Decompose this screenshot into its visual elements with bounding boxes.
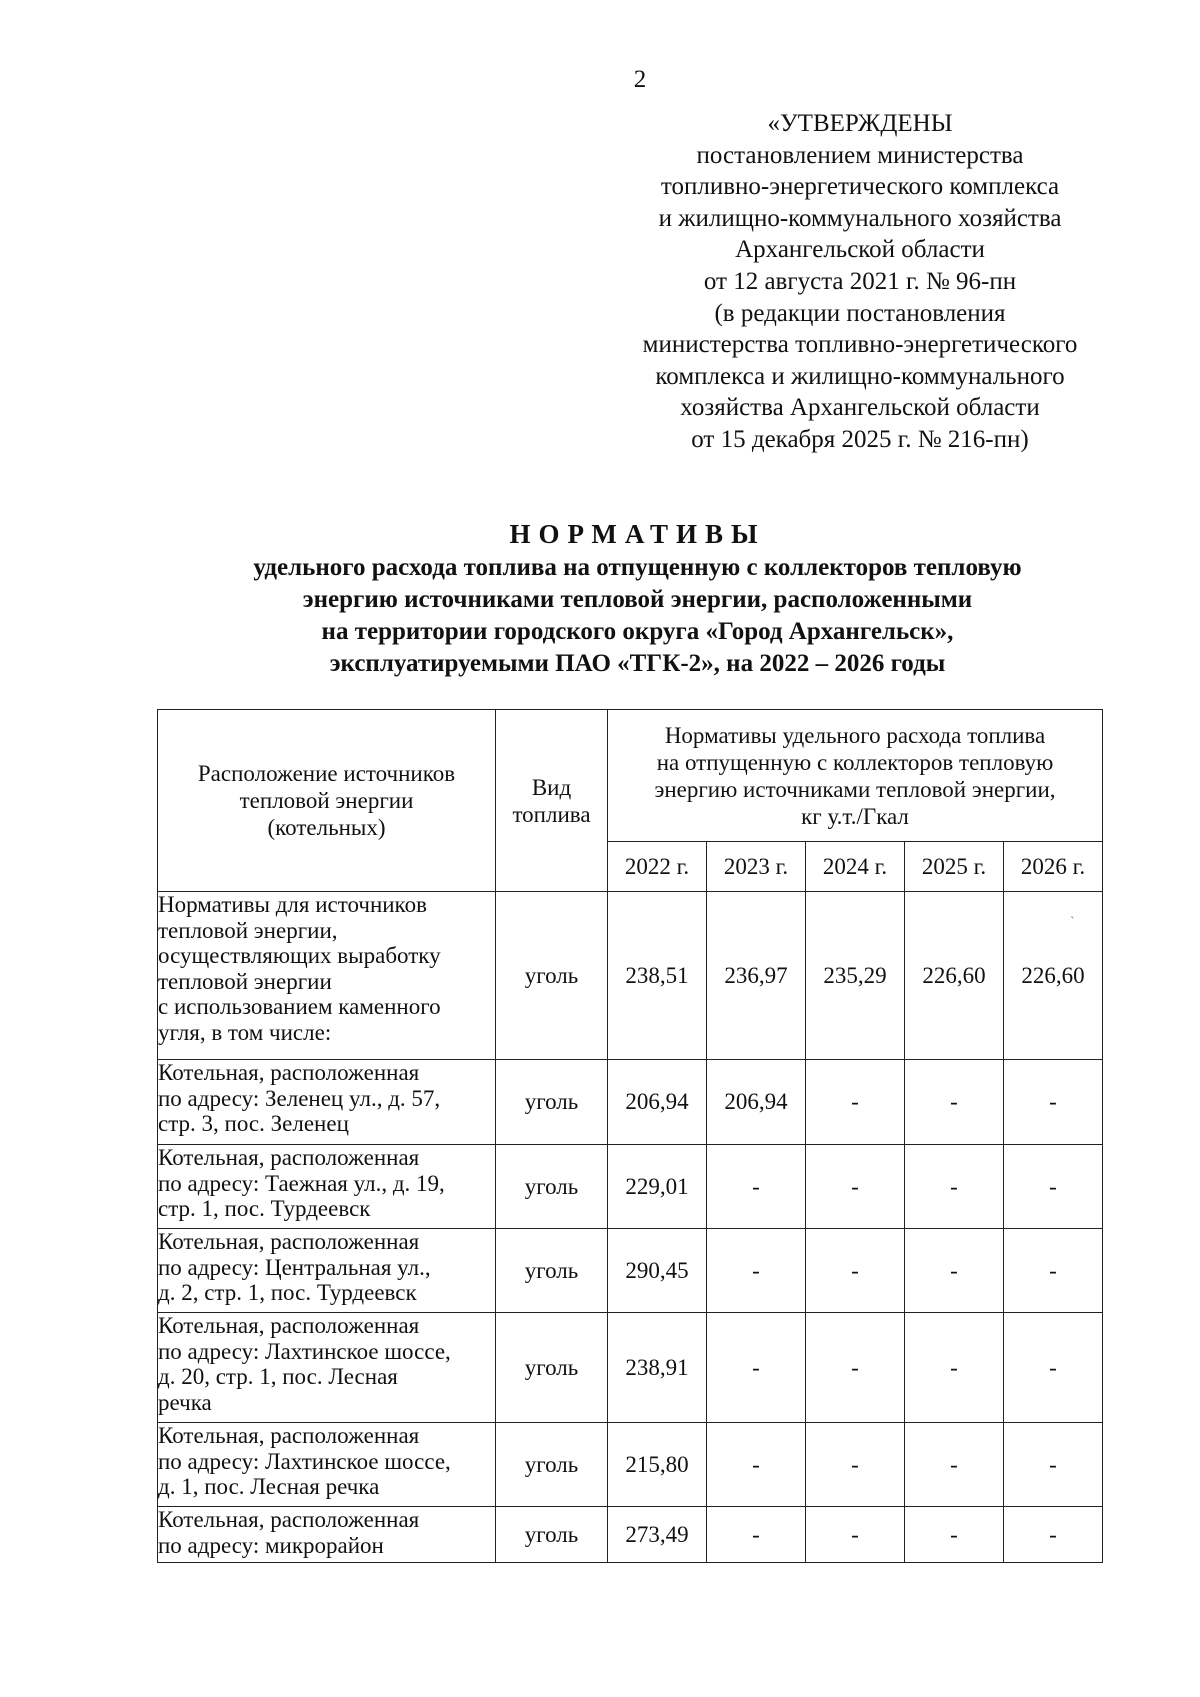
header-location	[158, 710, 496, 892]
location-line: по адресу: Лахтинское шоссе,	[158, 1338, 451, 1364]
row-value: -	[905, 1145, 1004, 1229]
row-value: 273,49	[608, 1507, 707, 1563]
location-line: Котельная, расположенная	[158, 1313, 420, 1338]
row-value: -	[905, 1060, 1004, 1145]
row-value: 238,91	[608, 1313, 707, 1423]
approval-line: хозяйства Архангельской области	[680, 394, 1040, 422]
row-location	[158, 1060, 496, 1145]
header-year: 2022 г.	[608, 842, 707, 892]
approval-line: министерства топливно-энергетического	[642, 331, 1078, 359]
row-location	[158, 1423, 496, 1507]
row-location	[158, 1313, 496, 1423]
location-line: тепловой энергии,	[158, 917, 338, 943]
row-value: -	[806, 1313, 905, 1423]
table-row	[158, 892, 1103, 1060]
row-value: 235,29	[806, 892, 905, 1060]
header-year: 2025 г.	[905, 842, 1004, 892]
header-norms	[608, 710, 1103, 842]
row-value: -	[905, 1313, 1004, 1423]
header-location-line: (котельных)	[267, 815, 386, 840]
row-fuel: уголь	[496, 1060, 608, 1145]
row-value: -	[905, 1507, 1004, 1563]
location-line: д. 2, стр. 1, пос. Турдеевск	[158, 1280, 417, 1305]
location-line: по адресу: Зеленец ул., д. 57,	[158, 1085, 441, 1111]
row-value: -	[905, 1229, 1004, 1313]
location-line: с использованием каменного	[158, 994, 441, 1019]
row-value: -	[806, 1423, 905, 1507]
row-value: 290,45	[608, 1229, 707, 1313]
row-location	[158, 1507, 496, 1563]
row-value: -	[1004, 1507, 1103, 1563]
location-line: стр. 3, пос. Зеленец	[158, 1111, 349, 1136]
location-line: д. 20, стр. 1, пос. Лесная	[158, 1364, 398, 1389]
location-line: Котельная, расположенная	[158, 1145, 420, 1170]
row-location	[158, 1145, 496, 1229]
row-location	[158, 892, 496, 1060]
row-value: -	[1004, 1423, 1103, 1507]
header-norms-line: Нормативы удельного расхода топлива	[664, 722, 1046, 748]
approval-line: Архангельской области	[735, 236, 985, 264]
row-value: 238,51	[608, 892, 707, 1060]
row-value: -	[806, 1507, 905, 1563]
row-fuel: уголь	[496, 1313, 608, 1423]
row-value: -	[707, 1229, 806, 1313]
row-value: 226,60	[905, 892, 1004, 1060]
row-value: 215,80	[608, 1423, 707, 1507]
row-value: -	[905, 1423, 1004, 1507]
row-value: 229,01	[608, 1145, 707, 1229]
table-row	[158, 1507, 1103, 1563]
norms-table	[157, 709, 1103, 1563]
table-row	[158, 1313, 1103, 1423]
row-value: 206,94	[608, 1060, 707, 1145]
title-line: эксплуатируемыми ПАО «ТГК-2», на 2022 – 2026 годы	[329, 650, 946, 677]
row-value: 226,60	[1004, 892, 1103, 1060]
location-line: речка	[158, 1389, 212, 1415]
document-title	[150, 518, 1125, 680]
approval-line: от 12 августа 2021 г. № 96-пн	[703, 267, 1017, 295]
header-norms-line: энергию источниками тепловой энергии,	[654, 776, 1056, 802]
row-fuel: уголь	[496, 1507, 608, 1563]
location-line: Котельная, расположенная	[158, 1423, 420, 1448]
row-value: -	[1004, 1229, 1103, 1313]
row-value: -	[707, 1313, 806, 1423]
approval-line: и жилищно-коммунального хозяйства	[658, 204, 1062, 232]
location-line: угля, в том числе:	[158, 1019, 332, 1045]
title-main: НОРМАТИВЫ	[509, 519, 766, 549]
row-value: -	[806, 1060, 905, 1145]
row-fuel: уголь	[496, 892, 608, 1060]
header-year: 2024 г.	[806, 842, 905, 892]
location-line: тепловой энергии	[158, 968, 332, 994]
location-line: по адресу: Таежная ул., д. 19,	[158, 1170, 445, 1196]
row-value: -	[707, 1145, 806, 1229]
table-row	[158, 1060, 1103, 1145]
header-norms-line: кг у.т./Гкал	[801, 803, 909, 829]
location-line: по адресу: Центральная ул.,	[158, 1254, 431, 1280]
header-location-line: тепловой энергии	[239, 788, 414, 813]
location-line: Нормативы для источников	[158, 892, 427, 917]
location-line: стр. 1, пос. Турдеевск	[158, 1196, 371, 1221]
page-number: 2	[633, 66, 647, 93]
title-line: энергию источниками тепловой энергии, расположенными	[302, 586, 973, 613]
header-fuel	[496, 710, 608, 892]
table-row	[158, 1145, 1103, 1229]
approval-stamp	[600, 108, 1120, 456]
approval-line: топливно-энергетического комплекса	[660, 173, 1060, 201]
row-value: -	[1004, 1145, 1103, 1229]
row-fuel: уголь	[496, 1145, 608, 1229]
header-year: 2023 г.	[707, 842, 806, 892]
row-value: 236,97	[707, 892, 806, 1060]
row-value: -	[707, 1423, 806, 1507]
row-fuel: уголь	[496, 1423, 608, 1507]
location-line: по адресу: Лахтинское шоссе,	[158, 1448, 451, 1474]
location-line: Котельная, расположенная	[158, 1060, 420, 1085]
location-line: Котельная, расположенная	[158, 1507, 420, 1532]
row-value: -	[806, 1145, 905, 1229]
title-line: удельного расхода топлива на отпущенную с коллекторов тепловую	[253, 554, 1022, 581]
header-fuel-line: топлива	[512, 801, 591, 827]
scan-speck: `	[1070, 915, 1075, 930]
approval-line: (в редакции постановления	[714, 299, 1006, 327]
row-value: 206,94	[707, 1060, 806, 1145]
location-line: д. 1, пос. Лесная речка	[158, 1474, 380, 1499]
row-location	[158, 1229, 496, 1313]
row-fuel: уголь	[496, 1229, 608, 1313]
row-value: -	[1004, 1060, 1103, 1145]
title-line: на территории городского округа «Город Архангельск»,	[321, 618, 954, 645]
row-value: -	[806, 1229, 905, 1313]
row-value: -	[707, 1507, 806, 1563]
approval-line: постановлением министерства	[696, 141, 1024, 169]
approval-line: комплекса и жилищно-коммунального	[655, 362, 1065, 390]
header-fuel-line: Вид	[531, 774, 572, 800]
header-norms-line: на отпущенную с коллекторов тепловую	[656, 749, 1054, 775]
location-line: Котельная, расположенная	[158, 1229, 420, 1254]
header-location-line: Расположение источников	[197, 761, 456, 786]
location-line: по адресу: микрорайон	[158, 1532, 384, 1558]
table-row	[158, 1423, 1103, 1507]
approval-line: «УТВЕРЖДЕНЫ	[767, 110, 953, 137]
header-year: 2026 г.	[1004, 842, 1103, 892]
location-line: осуществляющих выработку	[158, 943, 441, 968]
table-row	[158, 1229, 1103, 1313]
row-value: -	[1004, 1313, 1103, 1423]
approval-line: от 15 декабря 2025 г. № 216-пн)	[691, 425, 1029, 453]
